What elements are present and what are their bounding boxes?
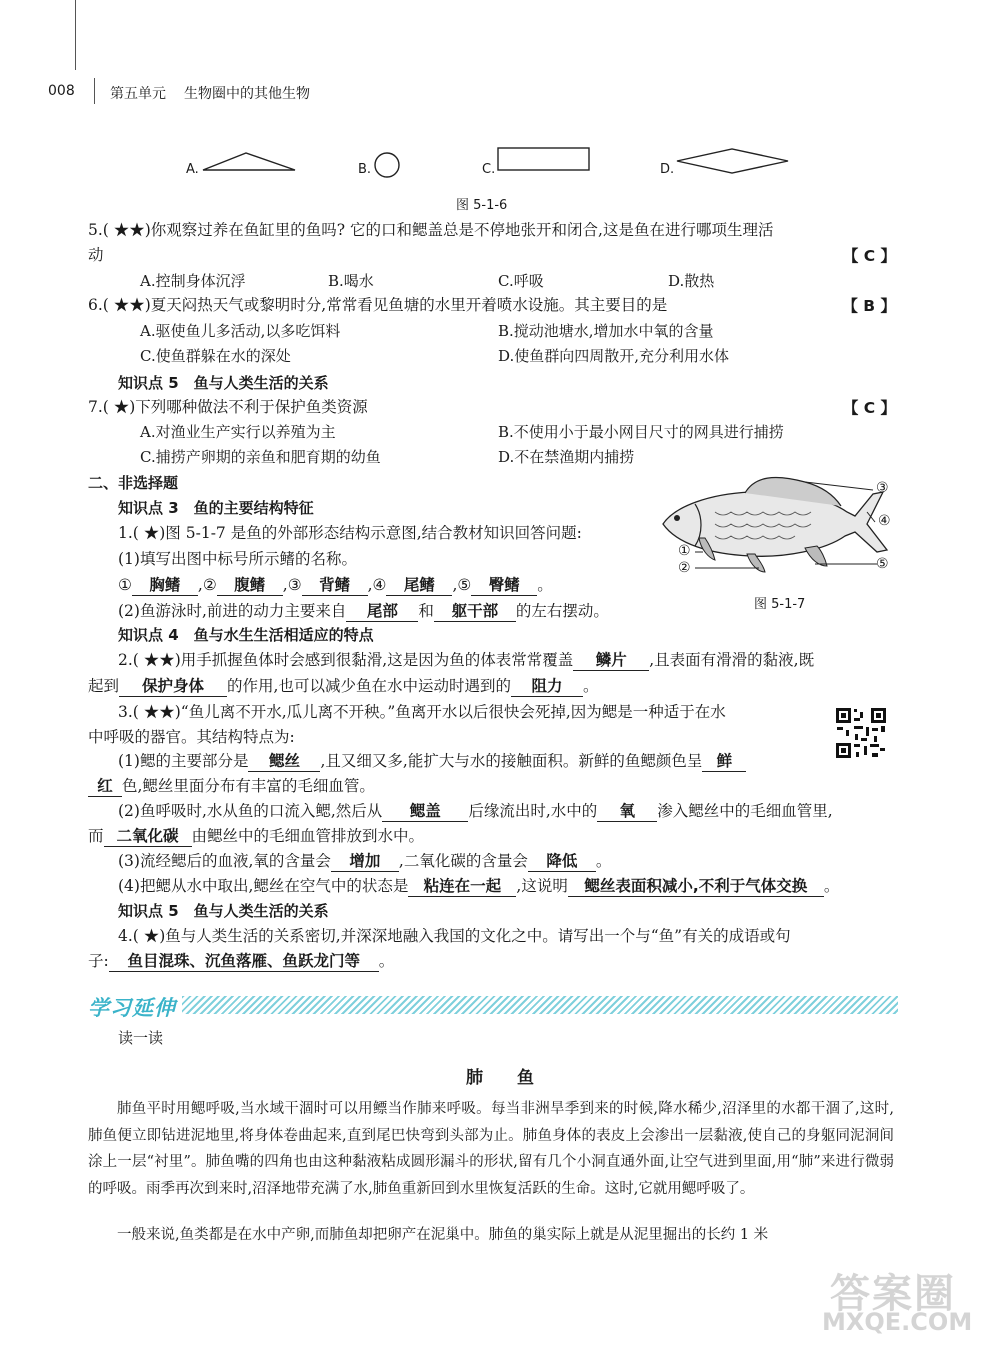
fish-callout-1: ① <box>678 543 691 559</box>
nq2-answer-3: 阻力 <box>511 677 583 697</box>
nq2-answer-2: 保护身体 <box>119 677 227 697</box>
q5-text-line1: 5.( ★★)你观察过养在鱼缸里的鱼吗? 它的口和鳃盖总是不停地张开和闭合,这是鱼在进行哪项生理活 <box>88 221 774 239</box>
q6-answer: 【 B 】 <box>842 297 896 315</box>
nq3-s4-text-a: (4)把鳃从水中取出,鳃丝在空气中的状态是 <box>118 877 409 895</box>
nq1-sub2 <box>118 600 609 622</box>
q7-option-a: A.对渔业生产实行以养殖为主 <box>140 423 336 441</box>
extension-banner-stripes <box>182 996 898 1014</box>
q6-option-c: C.使鱼群躲在水的深处 <box>140 347 291 365</box>
fin-num-4: ④ <box>372 576 387 594</box>
nq3-s3-text-b: ,二氧化碳的含量会 <box>398 852 528 870</box>
nq3-s3-answer-2: 降低 <box>528 852 596 872</box>
fin-answer-2: 腹鳍 <box>217 576 283 596</box>
nq2-text-b: ,且表面有滑滑的黏液,既 <box>649 651 815 669</box>
nq3-s1-text-b: ,且又细又多,能扩大与水的接触面积。新鲜的鱼鳃颜色呈 <box>320 752 703 770</box>
article-paragraph-2: 一般来说,鱼类都是在水中产卵,而肺鱼却把卵产在泥巢中。肺鱼的巢实际上就是从泥里掘出的长约 1 米 <box>117 1227 769 1243</box>
nq3-s2-text-e: 由鳃丝中的毛细血管排放到水中。 <box>191 827 425 845</box>
unit-label: 第五单元 <box>110 86 166 102</box>
nq3-s2-answer-1: 鳃盖 <box>382 802 468 822</box>
nq4-answer: 鱼目混珠、沉鱼落雁、鱼跃龙门等 <box>109 952 379 972</box>
fin-answer-3: 背鳍 <box>302 576 368 596</box>
nq3-s1-answer-2a: 鲜 <box>702 752 746 772</box>
nq1-sub1: (1)填写出图中标号所示鳍的名称。 <box>118 550 357 568</box>
nq3-line2: 中呼吸的器官。其结构特点为: <box>88 728 295 746</box>
nq3-s3-text-c: 。 <box>595 852 612 870</box>
nq2-text-d: 的作用,也可以减少鱼在水中运动时遇到的 <box>227 677 511 695</box>
q7-option-b: B.不使用小于最小网目尺寸的网具进行捕捞 <box>498 423 784 441</box>
knowledge-point-3-heading: 知识点 3 鱼的主要结构特征 <box>118 499 314 517</box>
q7-option-c: C.捕捞产卵期的亲鱼和肥育期的幼鱼 <box>140 448 381 466</box>
nq3-s1-answer-2b: 红 <box>88 777 122 797</box>
q6-option-d: D.使鱼群向四周散开,充分利用水体 <box>498 347 730 365</box>
nq3-s1-answer-1: 鳃丝 <box>248 752 320 772</box>
section-heading: 二、非选择题 <box>88 474 179 492</box>
fin-num-2: ② <box>202 576 217 594</box>
fish-callout-3: ③ <box>876 480 889 496</box>
nq3-sub3 <box>118 850 611 872</box>
nq3-s3-answer-1: 增加 <box>331 852 399 872</box>
q5-option-d: D.散热 <box>668 272 715 290</box>
fin-answer-5: 臀鳍 <box>471 576 537 596</box>
shape-triangle <box>200 150 300 174</box>
nq2-line2 <box>88 675 598 697</box>
fish-callout-2: ② <box>678 560 691 576</box>
q5-option-a: A.控制身体沉浮 <box>140 272 246 290</box>
nq4-line1: 4.( ★)鱼与人类生活的关系密切,并深深地融入我国的文化之中。请写出一个与“鱼”有关的成语或句 <box>118 927 791 945</box>
shape-rectangle <box>496 146 592 174</box>
figure-5-1-7-caption: 图 5-1-7 <box>754 597 806 612</box>
nq3-s4-text-b: ,这说明 <box>516 877 568 895</box>
nq3-s2-text-c: 渗入鳃丝中的毛细血管里, <box>657 802 833 820</box>
q5-text-line2: 动 <box>88 246 104 264</box>
nq4-line2 <box>88 950 394 972</box>
shape-c-label: C. <box>482 162 496 177</box>
nq2-line1 <box>118 649 814 671</box>
q7-text: 7.( ★)下列哪种做法不利于保护鱼类资源 <box>88 398 368 416</box>
fish-callout-4: ④ <box>878 513 891 529</box>
nq3-s1-text-a: (1)鳃的主要部分是 <box>118 752 249 770</box>
nq2-text-c: 起到 <box>88 677 120 695</box>
nq3-sub4 <box>118 875 839 897</box>
q5-option-b: B.喝水 <box>328 272 374 290</box>
fish-callout-5: ⑤ <box>876 556 889 572</box>
nq1-sub2-text-b: 的左右摆动。 <box>515 602 609 620</box>
nq3-s3-text-a: (3)流经鳃后的血液,氧的含量会 <box>118 852 331 870</box>
nq3-sub2-line2 <box>88 825 424 847</box>
nq3-sub1-line2 <box>88 775 375 797</box>
nq3-sub2-line1 <box>118 800 833 822</box>
unit-title: 生物圈中的其他生物 <box>184 86 310 102</box>
nq2-text-a: 2.( ★★)用手抓握鱼体时会感到很黏滑,这是因为鱼的体表常常覆盖 <box>118 651 574 669</box>
nq1-text: 1.( ★)图 5-1-7 是鱼的外部形态结构示意图,结合教材知识回答问题: <box>118 524 582 542</box>
knowledge-point-4-heading: 知识点 4 鱼与水生生活相适应的特点 <box>118 626 374 644</box>
q6-text: 6.( ★★)夏天闷热天气或黎明时分,常常看见鱼塘的水里开着喷水设施。其主要目的是 <box>88 296 668 314</box>
fin-num-1: ① <box>118 576 132 594</box>
nq2-text-e: 。 <box>582 677 599 695</box>
nq1-sub2-answer-1: 尾部 <box>346 602 418 622</box>
fin-num-5: ⑤ <box>457 576 472 594</box>
nq3-s4-answer-2: 鳃丝表面积减小,不利于气体交换 <box>568 877 824 897</box>
nq1-sub2-text-a: (2)鱼游泳时,前进的动力主要来自 <box>118 602 347 620</box>
fin-answer-4: 尾鳍 <box>386 576 452 596</box>
extension-banner-title: 学习延伸 <box>88 996 176 1020</box>
knowledge-point-5b-heading: 知识点 5 鱼与人类生活的关系 <box>118 902 329 920</box>
q7-option-d: D.不在禁渔期内捕捞 <box>498 448 635 466</box>
watermark-logo: 答案圈 <box>830 1271 956 1317</box>
read-label: 读一读 <box>118 1029 164 1047</box>
figure-5-1-6-caption: 图 5-1-6 <box>456 198 508 213</box>
nq3-line1: 3.( ★★)“鱼儿离不开水,瓜儿离不开秧。”鱼离开水以后很快会死掉,因为鳃是一种适于在水 <box>118 703 726 721</box>
shape-b-label: B. <box>358 162 372 177</box>
nq3-s2-text-d: 而 <box>88 827 104 845</box>
page-number: 008 <box>48 83 75 99</box>
nq2-answer-1: 鳞片 <box>573 651 649 671</box>
watermark-domain: MXQE.COM <box>822 1308 973 1336</box>
shape-a-label: A. <box>186 162 199 177</box>
header-left-rule <box>75 0 76 70</box>
knowledge-point-5-heading: 知识点 5 鱼与人类生活的关系 <box>118 374 329 392</box>
nq3-s2-answer-2: 氧 <box>597 802 657 822</box>
nq4-text-b: 。 <box>378 952 395 970</box>
nq1-sub2-and: 和 <box>418 602 434 620</box>
nq3-s4-answer-1: 粘连在一起 <box>408 877 516 897</box>
nq1-sub2-answer-2: 躯干部 <box>434 602 516 622</box>
nq3-sub1-line1 <box>118 750 746 772</box>
article-title: 肺 鱼 <box>466 1068 534 1088</box>
shape-rhombus <box>674 146 794 176</box>
q5-answer: 【 C 】 <box>842 247 896 265</box>
header-divider <box>94 78 95 104</box>
nq1-fin-answers: ① 胸鳍 ,② 腹鳍 ,③ 背鳍 ,④ 尾鳍 ,⑤ 臀鳍 。 <box>118 576 553 594</box>
nq3-s4-text-c: 。 <box>823 877 840 895</box>
shape-circle <box>372 150 402 180</box>
q5-option-c: C.呼吸 <box>498 272 544 290</box>
nq3-s1-text-c: 色,鳃丝里面分布有丰富的毛细血管。 <box>122 777 375 795</box>
q6-option-b: B.搅动池塘水,增加水中氧的含量 <box>498 322 714 340</box>
nq4-text-a: 子: <box>88 952 109 970</box>
fin-num-3: ③ <box>287 576 302 594</box>
q7-answer: 【 C 】 <box>842 399 896 417</box>
shape-d-label: D. <box>660 162 675 177</box>
nq3-s2-text-a: (2)鱼呼吸时,水从鱼的口流入鳃,然后从 <box>118 802 383 820</box>
nq3-s2-answer-3: 二氧化碳 <box>104 827 192 847</box>
q6-option-a: A.驱使鱼儿多活动,以多吃饵料 <box>140 322 341 340</box>
qr-code[interactable] <box>834 706 888 760</box>
article-paragraph-1: 肺鱼平时用鳃呼吸,当水域干涸时可以用鳔当作肺来呼吸。每当非洲旱季到来的时候,降水稀少,沼泽里的水都干涸了,这时,肺鱼便立即钻进泥地里,将身体卷曲起来,直到尾巴快弯到头部为止。肺鱼身体的表皮上会渗出一层黏液,使自己的身躯同泥洞间涂上一层“衬里”。肺鱼嘴的四角也由这种黏液粘成圆形漏斗的形状,留有几个小洞直通外面,让空气进到里面,用“肺”来进行微弱的呼吸。雨季再次到来时,沼泽地带充满了水,肺鱼重新回到水里恢复活跃的生命。这时,它就用鳃呼吸了。 <box>88 1101 894 1197</box>
fin-answer-1: 胸鳍 <box>132 576 198 596</box>
nq3-s2-text-b: 后缘流出时,水中的 <box>468 802 598 820</box>
fish-diagram <box>655 472 900 582</box>
